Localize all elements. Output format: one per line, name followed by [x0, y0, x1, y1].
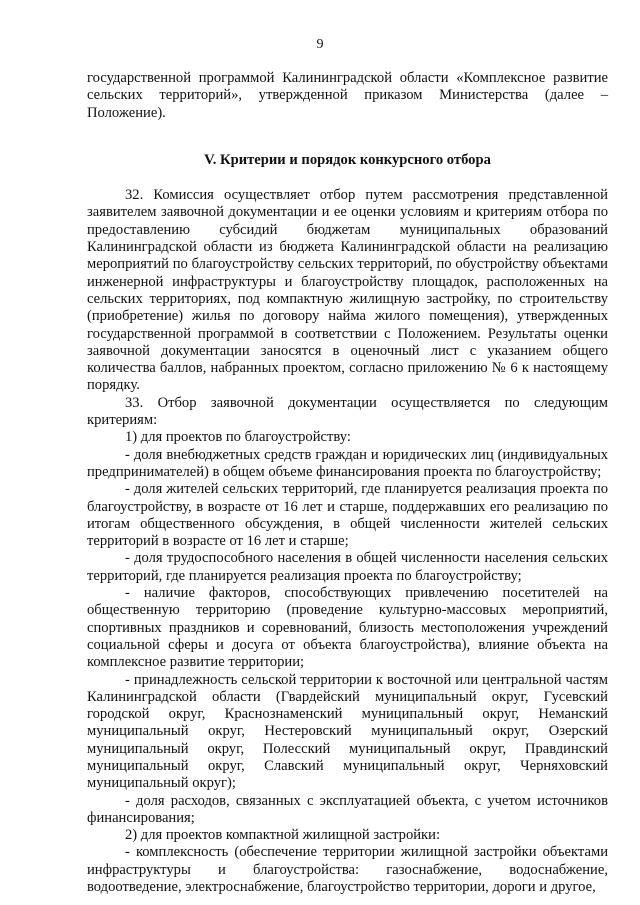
criterion-item: - доля расходов, связанных с эксплуатацией объекта, с учетом источников финансирования; [87, 792, 608, 826]
criterion-item: - доля трудоспособного населения в общей численности населения сельских территорий, где планируется реализация проекта по благоустройству; [87, 550, 608, 584]
list-heading-landscaping: 1) для проектов по благоустройству: [125, 429, 351, 446]
paragraph-33: 33. Отбор заявочной документации осуществляется по следующим критериям: [87, 394, 608, 429]
page-number: 9 [316, 37, 324, 52]
paragraph-32: 32. Комиссия осуществляет отбор путем рассмотрения представленной заявителем заявочной документации и ее оценки условиям и критериям отбора по предоставлению субсидий бюджетам муниципальных образований Калининградской области из бюджета Калининградской области на реализацию мероприятий по благоустройству сельских территорий, по обустройству объектами инженерной инфраструктуры и благоустройству площадок, расположенных на сельских территориях, под компактную жилищную застройку, по строительству (приобретение) жилья по договору найма жилого помещения), утвержденных государственной программой в соответствии с Положением. Результаты оценки заявочной документации заносятся в оценочный лист с указанием общего количества баллов, набранных проектом, согласно приложению № 6 к настоящему порядку. [87, 187, 608, 394]
section-title: V. Критерии и порядок конкурсного отбора [204, 151, 491, 168]
criterion-item: - доля жителей сельских территорий, где планируется реализация проекта по благоустройству, в возрасте от 16 лет и старше, поддержавших его реализацию по итогам общественного обсуждения, в общей численности жителей сельских территорий в возрасте от 16 лет и старше; [87, 481, 608, 550]
document-body [87, 70, 608, 896]
criterion-item: - принадлежность сельской территории к восточной или центральной частям Калининградской области (Гвардейский муниципальный округ, Гусевский городской округ, Краснознаменский муниципальный округ, Неманский муниципальный округ, Нестеровский муниципальный округ, Озерский муниципальный округ, Полесский муниципальный округ, Правдинский муниципальный округ, Славский муниципальный округ, Черняховский муниципальный округ); [87, 671, 608, 792]
criterion-item: - доля внебюджетных средств граждан и юридических лиц (индивидуальных предпринимателей) в общем объеме финансирования проекта по благоустройству; [87, 446, 608, 480]
intro-paragraph: государственной программой Калининградской области «Комплексное развитие сельских территорий», утвержденной приказом Министерства (далее – Положение). [87, 70, 608, 121]
criterion-item: - наличие факторов, способствующих привлечению посетителей на общественную территорию (проведение культурно-массовых мероприятий, спортивных праздников и соревнований, близость местоположения учреждений социальной сферы и досуга от объекта благоустройства), влияние объекта на комплексное развитие территории; [87, 585, 608, 671]
criterion-item: - комплексность (обеспечение территории жилищной застройки объектами инфраструктуры и благоустройства: газоснабжение, водоснабжение, водоотведение, электроснабжение, благоустройство территории, дороги и другое, [87, 844, 608, 896]
list-heading-housing: 2) для проектов компактной жилищной застройки: [125, 827, 441, 844]
